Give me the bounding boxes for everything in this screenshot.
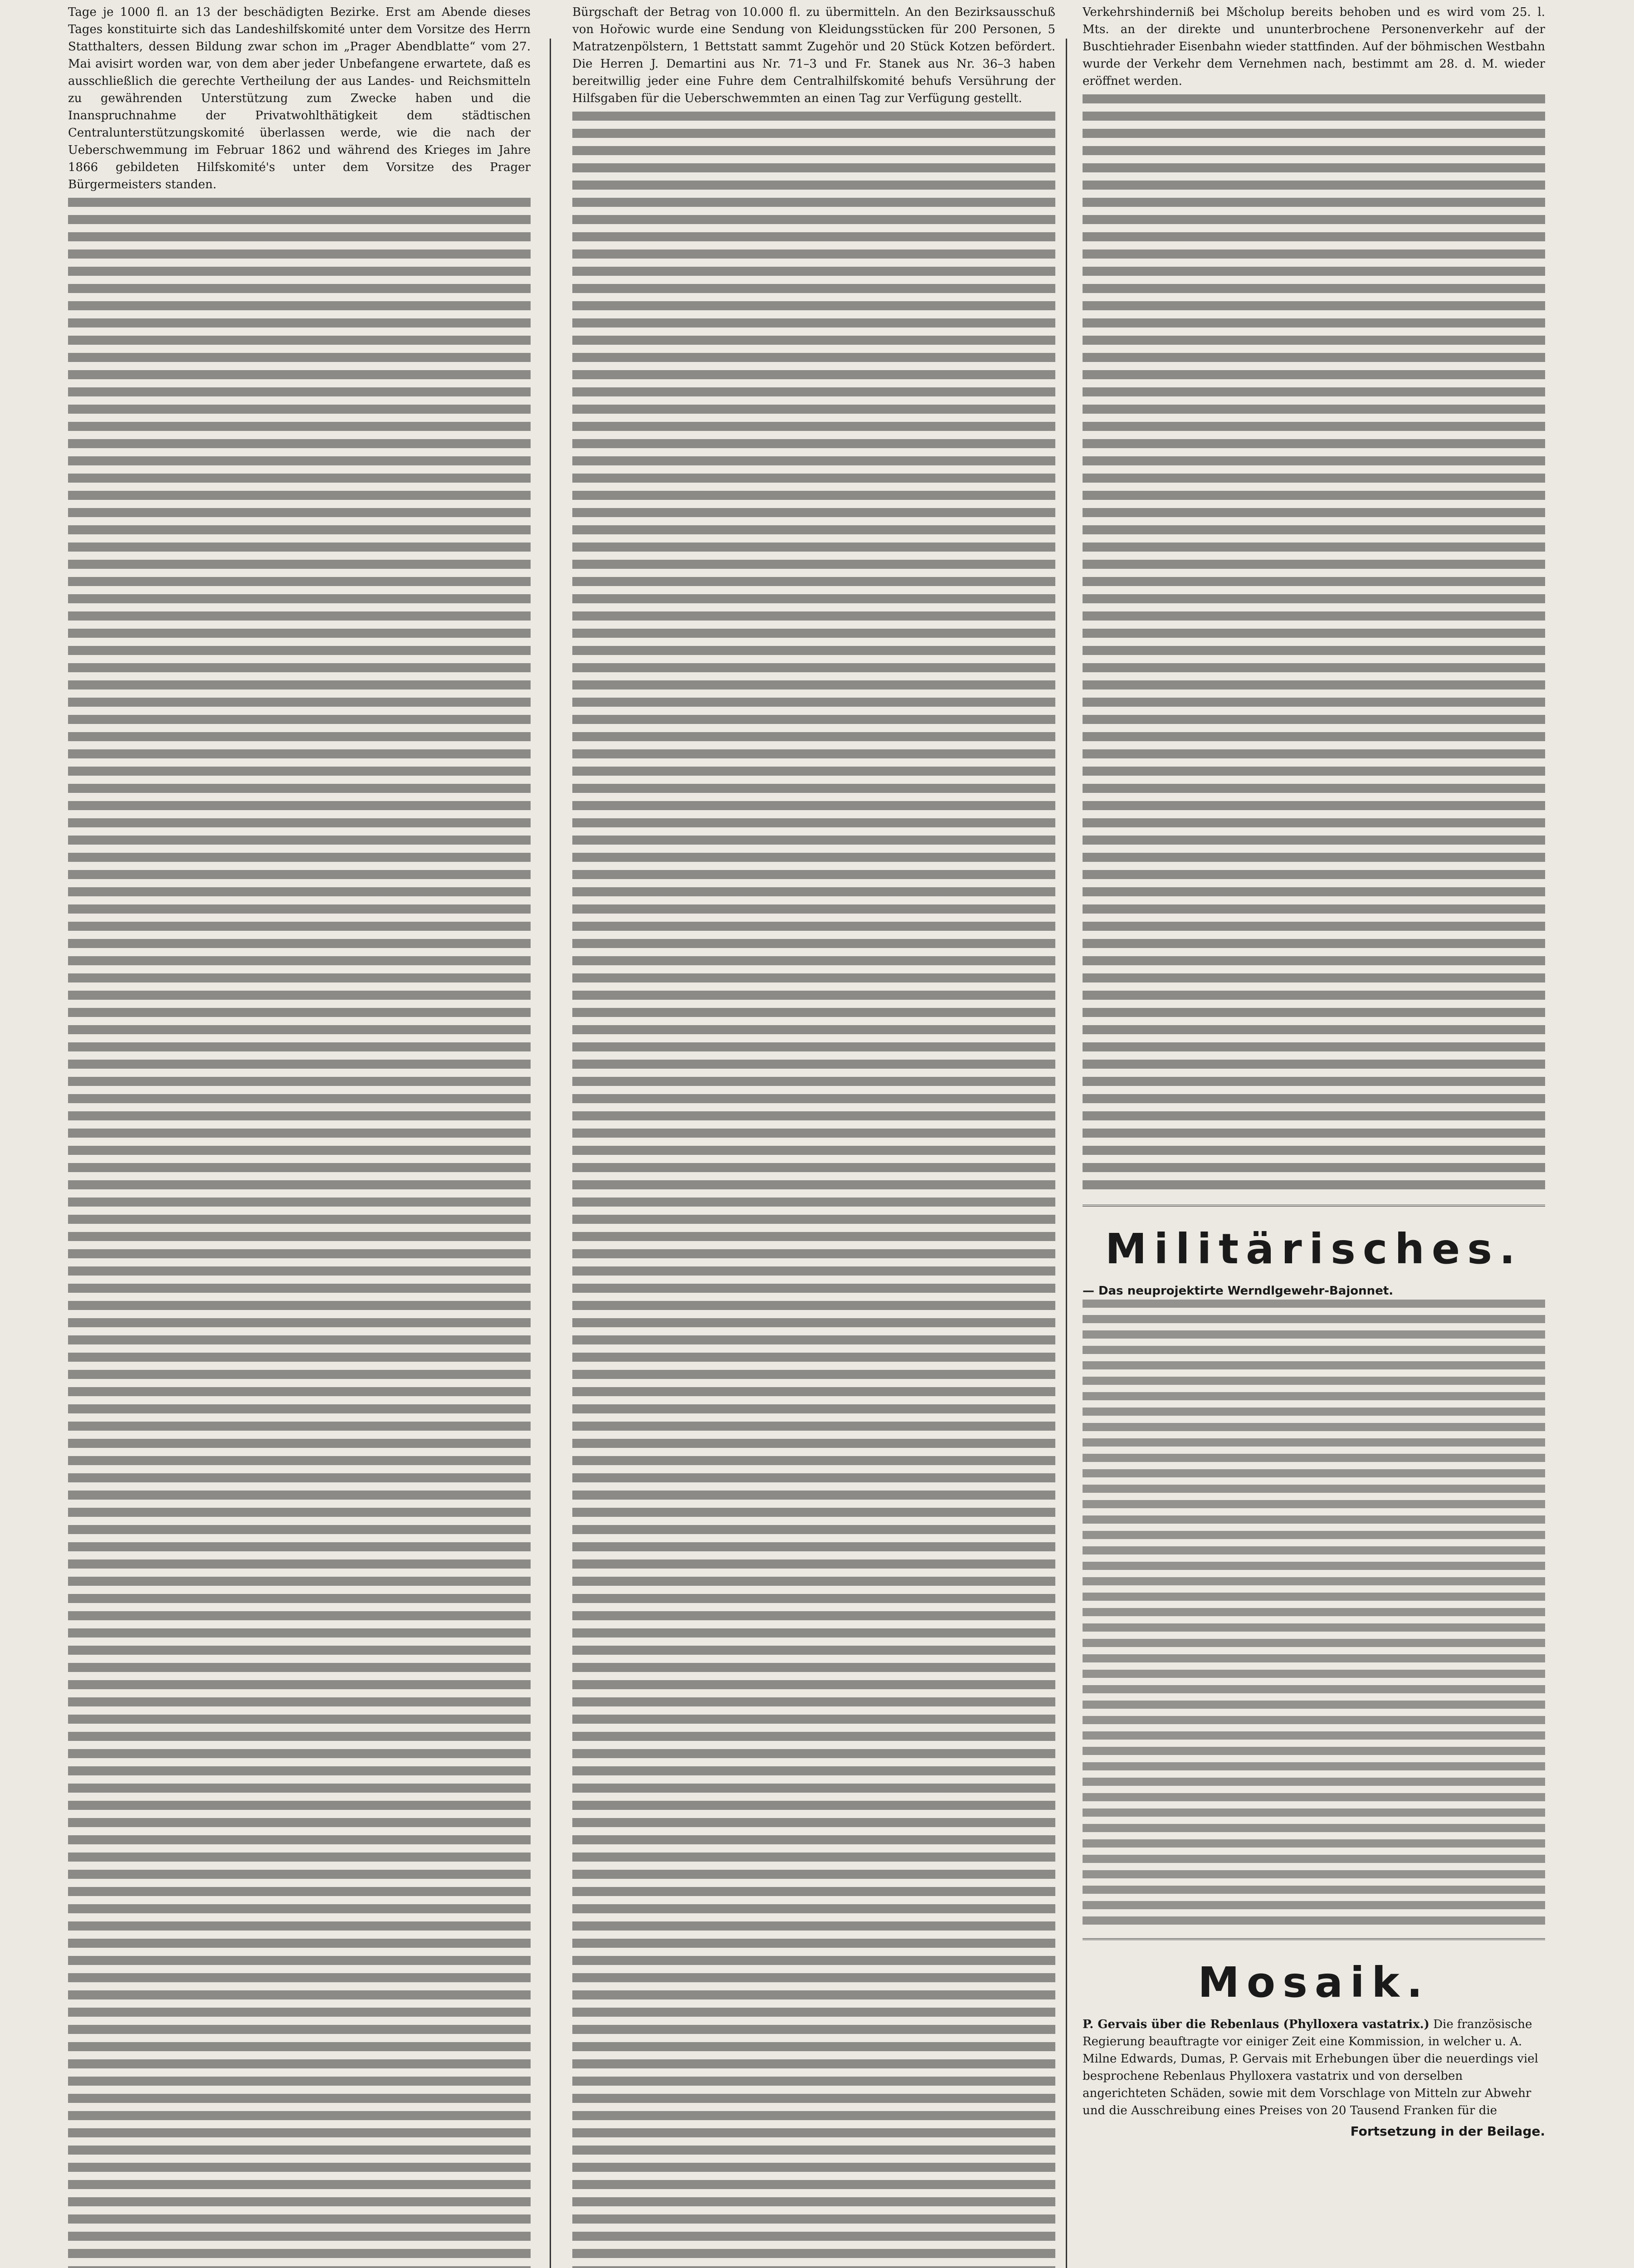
section-title-military: Militärisches.: [1105, 1225, 1523, 1273]
column-3: [1083, 0, 1545, 2268]
section-title-mosaik: Mosaik.: [1198, 1958, 1430, 2007]
continuation-note: Fortsetzung in der Beilage.: [1350, 2124, 1545, 2139]
column-3-text: Verkehrshinderniß bei Mšcholup bereits behoben und es wird vom 25. l. Mts. an der direkte und ununterbrochene Personenverkehr auf der Buschtiehrader Eisenbahn wieder stattfinden. Auf der böhmischen Westbahn wurde der Verkehr dem Vernehmen nach, bestimmt am 28. d. M. wieder eröffnet werden.: [1083, 5, 1545, 88]
column-3-body-text: [1083, 94, 1545, 1192]
section-divider: [1083, 1938, 1545, 1940]
mosaik-article: [1083, 2016, 1545, 2119]
mosaik-text: Die französische Regierung beauftragte vor einiger Zeit eine Kommission, in welcher u. A. Milne Edwards, Dumas, P. Gervais mit Erhebungen über die neuerdings viel besprochene Rebenlaus Phylloxera vastatrix und von derselben angerichteten Schäden, sowie mit dem Vorschlage von Mitteln zur Abwehr und die Ausschreibung eines Preises von 20 Tausend Franken für die: [1083, 2018, 1538, 2117]
column-2-text: Bürgschaft der Betrag von 10.000 fl. zu übermitteln. An den Bezirksausschuß von Hořowic wurde eine Sendung von Kleidungsstücken für 200 Personen, 5 Matratzenpölstern, 1 Bettstatt sammt Zugehör und 20 Stück Kotzen befördert. Die Herren J. Demartini aus Nr. 71–3 und Fr. Stanek aus Nr. 36–3 haben bereitwillig jeder eine Fuhre dem Centralhilfskomité behufs Versührung der Hilfsgaben für die Ueberschwemmten an einen Tag zur Verfügung gestellt.: [572, 5, 1055, 105]
column-rule: [1066, 39, 1067, 2268]
military-article: [1083, 1282, 1545, 1300]
mosaik-headline: P. Gervais über die Rebenlaus (Phylloxera vastatrix.): [1083, 2018, 1429, 2031]
column-2: [572, 0, 1055, 2268]
military-headline: — Das neuprojektirte Werndlgewehr-Bajonnet.: [1083, 1284, 1394, 1298]
column-rule: [550, 39, 551, 2268]
military-body-text: [1083, 1300, 1545, 1926]
column-1-text: Tage je 1000 fl. an 13 der beschädigten Bezirke. Erst am Abende dieses Tages konstituirte sich das Landeshilfskomité unter dem Vorsitze des Herrn Statthalters, dessen Bildung zwar schon im „Prager Abendblatte“ vom 27. Mai avisirt worden war, von dem aber jeder Unbefangene erwartete, daß es ausschließlich die gerechte Vertheilung der aus Landes- und Reichsmitteln zu gewährenden Unterstützung zum Zwecke haben und die Inanspruchnahme der Privatwohlthätigkeit dem städtischen Centralunterstützungskomité überlassen werde, wie die nach der Ueberschwemmung im Februar 1862 und während des Krieges im Jahre 1866 gebildeten Hilfskomité's unter dem Vorsitze des Prager Bürgermeisters standen.: [68, 5, 531, 191]
column-1-body-text: [68, 198, 531, 2268]
section-divider: [1083, 1205, 1545, 1207]
column-1: [68, 0, 531, 2268]
column-2-body-text: [572, 112, 1055, 2268]
